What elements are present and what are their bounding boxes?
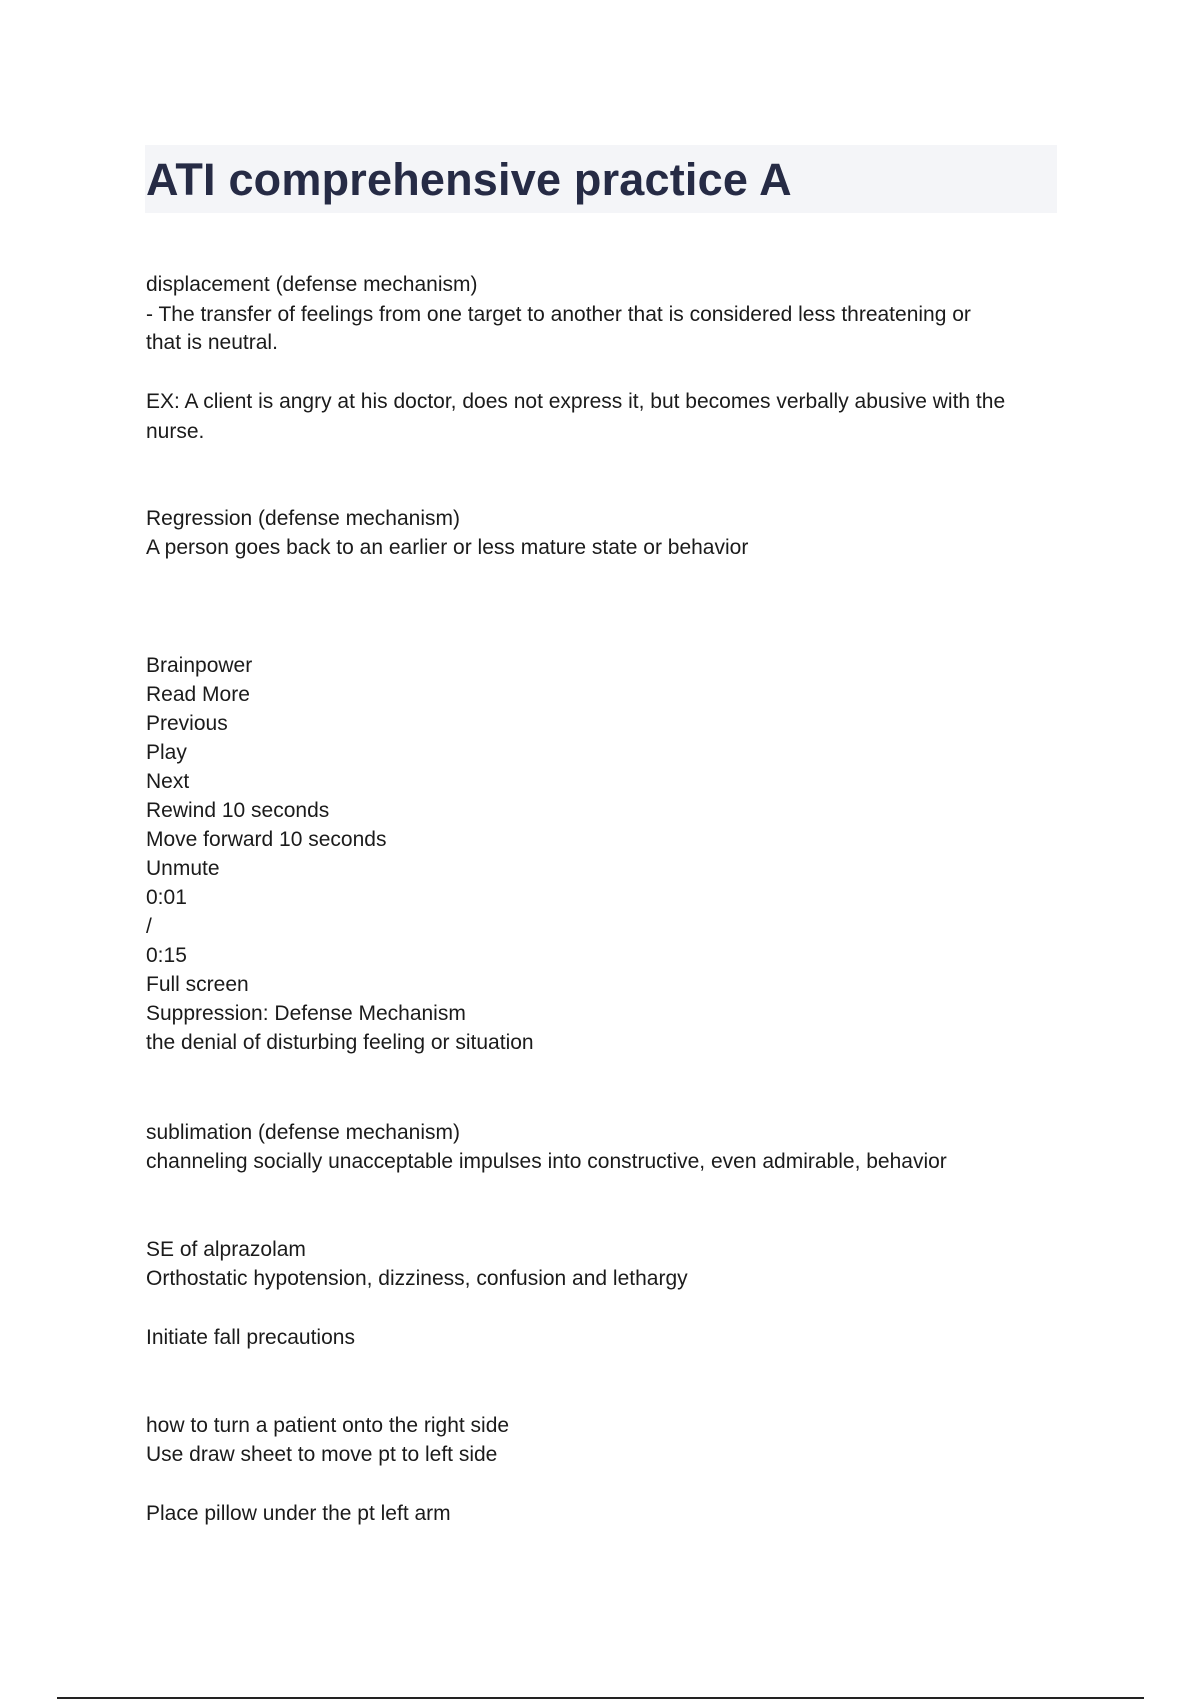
term-alprazolam: SE of alprazolam <box>146 1238 306 1261</box>
definition-line: Place pillow under the pt left arm <box>146 1502 451 1525</box>
definition-line: Orthostatic hypotension, dizziness, confusion and lethargy <box>146 1267 688 1290</box>
unmute-button[interactable]: Unmute <box>146 857 220 880</box>
time-separator: / <box>146 915 152 938</box>
brainpower-label: Brainpower <box>146 654 253 677</box>
term-suppression: Suppression: Defense Mechanism <box>146 1002 466 1025</box>
term-regression: Regression (defense mechanism) <box>146 507 460 530</box>
footer-divider <box>57 1697 1144 1699</box>
definition-line: - The transfer of feelings from one target to another that is considered less threatening or <box>146 303 971 326</box>
definition-line: that is neutral. <box>146 331 278 354</box>
term-sublimation: sublimation (defense mechanism) <box>146 1121 460 1144</box>
play-button[interactable]: Play <box>146 741 187 764</box>
full-screen-button[interactable]: Full screen <box>146 973 249 996</box>
term-turn-patient: how to turn a patient onto the right side <box>146 1414 510 1437</box>
definition-line: A person goes back to an earlier or less mature state or behavior <box>146 536 749 559</box>
example-line: nurse. <box>146 420 205 443</box>
page-title: ATI comprehensive practice A <box>146 153 792 205</box>
next-button[interactable]: Next <box>146 770 190 793</box>
total-duration: 0:15 <box>146 944 187 967</box>
title-banner <box>145 145 1057 213</box>
definition-line: channeling socially unacceptable impulses into constructive, even admirable, behavior <box>146 1150 947 1173</box>
definition-line: Initiate fall precautions <box>146 1326 355 1349</box>
rewind-button[interactable]: Rewind 10 seconds <box>146 799 330 822</box>
read-more-link[interactable]: Read More <box>146 683 250 706</box>
current-time: 0:01 <box>146 886 187 909</box>
previous-button[interactable]: Previous <box>146 712 228 735</box>
definition-line: the denial of disturbing feeling or situation <box>146 1031 534 1054</box>
example-line: EX: A client is angry at his doctor, does not express it, but becomes verbally abusive with the <box>146 390 1006 413</box>
definition-line: Use draw sheet to move pt to left side <box>146 1443 498 1466</box>
forward-button[interactable]: Move forward 10 seconds <box>146 828 387 851</box>
term-displacement: displacement (defense mechanism) <box>146 273 478 296</box>
